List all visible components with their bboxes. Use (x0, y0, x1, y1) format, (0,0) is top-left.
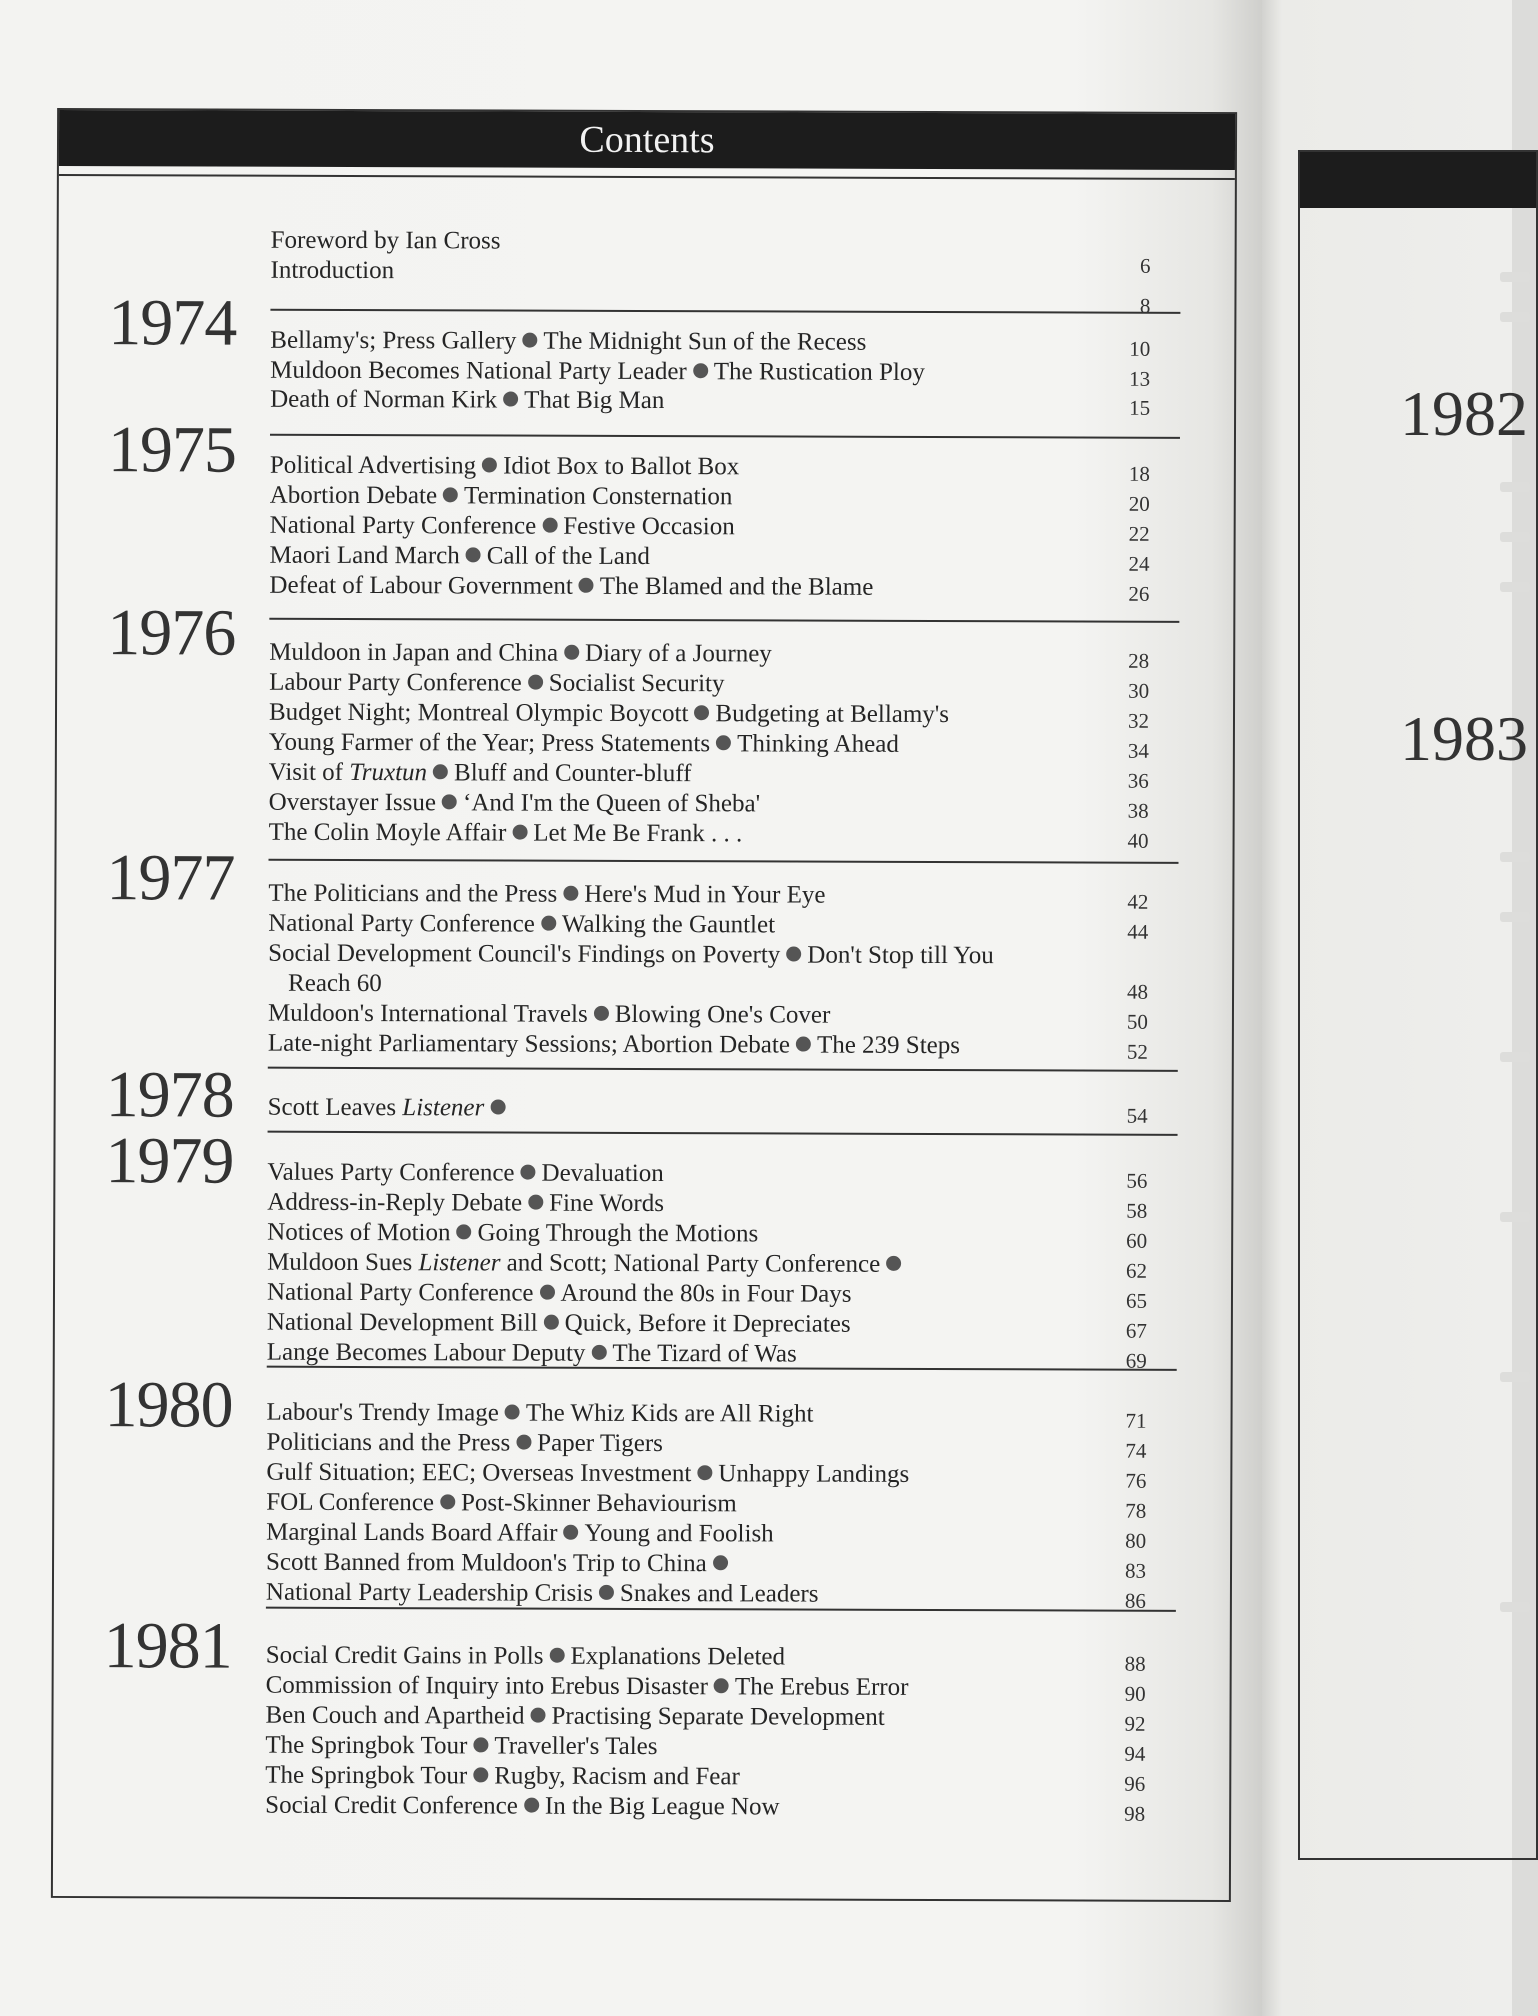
page-number: 32 (1127, 708, 1150, 733)
page-number: 96 (1124, 1771, 1146, 1796)
page-number: 28 (1128, 648, 1150, 673)
page-number: 58 (1126, 1198, 1148, 1223)
page-number: 24 (1128, 551, 1150, 576)
entry-title: Scott Banned from Muldoon's Trip to China (266, 1548, 734, 1580)
entry-subtitle: Let Me Be Frank . . . (533, 819, 743, 848)
toc-entry (267, 1188, 1147, 1221)
entry-title: National Party Conference Walking the Gauntlet (268, 909, 776, 939)
page-number: 30 (1128, 678, 1150, 703)
page-number: 71 (1125, 1408, 1147, 1433)
section-divider (268, 1067, 1178, 1072)
toc-entry (266, 1641, 1146, 1674)
section-divider (268, 1131, 1178, 1136)
entry-title: Late-night Parliamentary Sessions; Abortion Debate The 239 Steps (267, 1029, 961, 1060)
entry-title: Foreword by Ian Cross (270, 226, 501, 255)
bullet-icon (490, 1099, 505, 1114)
entry-title: Visit of Truxtun Bluff and Counter-bluff (268, 758, 692, 788)
entry-title: Notices of Motion Going Through the Motions (267, 1218, 759, 1248)
section-year: 1979 (105, 1124, 234, 1198)
entry-subtitle: Traveller's Tales (494, 1732, 658, 1761)
bullet-icon (522, 333, 537, 348)
toc-entry (267, 1158, 1147, 1191)
toc-entry (267, 1248, 1147, 1281)
entry-subtitle: The Midnight Sun of the Recess (543, 327, 867, 356)
entry-title: Social Credit Gains in Polls Explanations Deleted (265, 1641, 786, 1671)
page-number: 67 (1125, 1318, 1147, 1343)
page-number: 94 (1124, 1741, 1146, 1766)
entry-title: National Development Bill Quick, Before it Depreciates (266, 1308, 851, 1338)
entry-title: Abortion Debate Termination Consternation (269, 481, 733, 511)
page-number: 88 (1124, 1651, 1146, 1676)
page-number: 50 (1126, 1009, 1148, 1034)
page-number: 69 (1125, 1348, 1147, 1373)
entry-title: Maori Land March Call of the Land (269, 541, 650, 571)
bullet-icon (542, 518, 557, 533)
entry-subtitle: Don't Stop till You (807, 941, 994, 970)
next-page-year: 1983 (1400, 703, 1528, 774)
section-year: 1975 (107, 413, 237, 487)
bullet-icon (512, 825, 527, 840)
bullet-icon (521, 1165, 536, 1180)
toc-entry (268, 879, 1148, 912)
bullet-icon (594, 1006, 609, 1021)
entry-subtitle: Post-Skinner Behaviourism (460, 1489, 737, 1518)
bullet-icon (473, 1737, 488, 1752)
entry-title: National Party Conference Around the 80s in Four Days (266, 1278, 852, 1308)
page-number: 52 (1126, 1039, 1148, 1064)
entry-title: Lange Becomes Labour Deputy The Tizard of Was (266, 1338, 797, 1368)
page-number: 34 (1127, 738, 1149, 763)
entry-title: Muldoon's International Travels Blowing One's Cover (267, 999, 831, 1029)
entry-title: Muldoon in Japan and China Diary of a Journey (269, 638, 772, 668)
bullet-icon (591, 1345, 606, 1360)
toc-entry (268, 909, 1148, 942)
entry-subtitle: Going Through the Motions (477, 1219, 759, 1248)
table-of-contents (53, 110, 1235, 1900)
entry-subtitle: Here's Mud in Your Eye (584, 880, 826, 909)
section-divider (270, 309, 1180, 314)
entry-title: Death of Norman Kirk That Big Man (270, 385, 665, 415)
toc-entry (269, 758, 1149, 791)
toc-entry (267, 1308, 1147, 1341)
entry-title: Scott Leaves Listener (268, 1093, 512, 1124)
bullet-icon (482, 457, 497, 472)
entry-subtitle: Idiot Box to Ballot Box (503, 452, 740, 481)
entry-title: Muldoon Sues Listener and Scott; National Party Conference (267, 1248, 907, 1280)
bullet-icon (433, 764, 448, 779)
entry-title: Budget Night; Montreal Olympic Boycott Budgeting at Bellamy's (268, 698, 950, 729)
entry-title: The Springbok Tour Traveller's Tales (265, 1731, 658, 1761)
entry-subtitle: Paper Tigers (537, 1429, 663, 1458)
entry-subtitle: Around the 80s in Four Days (560, 1279, 852, 1308)
entry-subtitle: Budgeting at Bellamy's (715, 700, 950, 729)
entry-subtitle: Termination Consternation (464, 482, 733, 511)
toc-entry (268, 1093, 1148, 1126)
bullet-icon (505, 1405, 520, 1420)
entry-subtitle: In the Big League Now (544, 1792, 780, 1821)
entry-subtitle: The Rustication Ploy (713, 358, 925, 386)
entry-title: Overstayer Issue ‘And I'm the Queen of Sheba' (268, 788, 761, 818)
toc-entry (266, 1428, 1146, 1461)
page-number: 18 (1128, 461, 1150, 486)
page-number: 6 (1140, 253, 1151, 278)
entry-title: Young Farmer of the Year; Press Statements Thinking Ahead (268, 728, 899, 758)
page-number: 90 (1124, 1681, 1146, 1706)
toc-entry (267, 1218, 1147, 1251)
bullet-icon (713, 1555, 728, 1570)
page-number: 83 (1124, 1558, 1147, 1583)
entry-subtitle: Quick, Before it Depreciates (564, 1309, 851, 1338)
page-number: 78 (1125, 1498, 1147, 1523)
toc-entry (265, 1761, 1145, 1794)
toc-entry (269, 728, 1149, 761)
bullet-icon (694, 705, 709, 720)
next-page-header-band (1300, 152, 1536, 208)
toc-entry (270, 511, 1150, 544)
page-number: 10 (1129, 336, 1151, 361)
page-number: 26 (1128, 581, 1150, 606)
toc-entry (270, 256, 1151, 318)
section-year: 1974 (108, 286, 237, 360)
toc-entry (267, 1398, 1147, 1431)
toc-entry (266, 1458, 1146, 1491)
page-number: 38 (1127, 798, 1149, 823)
bullet-icon (440, 1494, 455, 1509)
entry-title: Address-in-Reply Debate Fine Words (267, 1188, 665, 1218)
entry-subtitle: The Tizard of Was (612, 1339, 797, 1368)
section-year: 1977 (106, 841, 235, 915)
entry-title: Values Party Conference Devaluation (267, 1158, 664, 1188)
bullet-icon (528, 675, 543, 690)
entry-subtitle: Festive Occasion (563, 512, 735, 541)
entry-continuation: Reach 60 (288, 969, 382, 998)
toc-entry (268, 999, 1148, 1032)
toc-entry (265, 1701, 1145, 1734)
page-number: 8 (1139, 293, 1151, 318)
entry-subtitle: Walking the Gauntlet (561, 910, 776, 939)
page-number: 22 (1128, 521, 1150, 546)
entry-title: Bellamy's; Press Gallery The Midnight Sun of the Recess (270, 326, 867, 356)
section-year: 1978 (105, 1058, 234, 1132)
entry-title: Social Development Council's Findings on Poverty Don't Stop till You (268, 939, 994, 970)
bullet-icon (457, 1224, 472, 1239)
entry-subtitle: Explanations Deleted (570, 1642, 786, 1671)
entry-subtitle: That Big Man (524, 386, 665, 415)
entry-title: Muldoon Becomes National Party Leader The Rustication Ploy (270, 356, 925, 386)
toc-entry (266, 1578, 1146, 1611)
section-year: 1981 (103, 1609, 232, 1683)
entry-subtitle: The Whiz Kids are All Right (525, 1399, 814, 1428)
toc-entry (270, 541, 1150, 574)
toc-entry (268, 939, 1148, 972)
toc-entry (265, 1791, 1145, 1824)
entry-subtitle: Devaluation (541, 1159, 664, 1188)
section-year: 1976 (107, 596, 236, 670)
section-year: 1980 (104, 1368, 233, 1442)
bullet-icon (564, 1525, 579, 1540)
toc-entry (266, 1548, 1146, 1581)
page-number: 20 (1128, 491, 1150, 516)
toc-entry (269, 818, 1149, 851)
contents-frame (51, 108, 1237, 1902)
page-number: 40 (1127, 828, 1149, 853)
entry-subtitle: Thinking Ahead (737, 730, 899, 758)
next-page (1262, 0, 1528, 2016)
next-page-year: 1982 (1400, 378, 1528, 449)
entry-title: Introduction (270, 256, 395, 285)
bullet-icon (564, 645, 579, 660)
entry-subtitle: Snakes and Leaders (619, 1579, 819, 1608)
bullet-icon (528, 1195, 543, 1210)
entry-subtitle: ‘And I'm the Queen of Sheba' (462, 789, 761, 818)
bullet-icon (563, 886, 578, 901)
toc-entry (269, 668, 1149, 701)
section-divider (269, 859, 1179, 864)
entry-subtitle: Socialist Security (548, 669, 725, 698)
entry-title: Commission of Inquiry into Erebus Disaster The Erebus Error (265, 1671, 909, 1701)
entry-title: Political Advertising Idiot Box to Ballot Box (269, 451, 740, 481)
page-number: 65 (1125, 1288, 1148, 1313)
toc-entry (266, 1671, 1146, 1704)
entry-subtitle: Rugby, Racism and Fear (494, 1762, 740, 1791)
entry-subtitle: Call of the Land (486, 542, 650, 571)
page-number: 62 (1126, 1258, 1148, 1283)
bullet-icon (599, 1585, 614, 1600)
entry-title: Marginal Lands Board Affair Young and Foolish (266, 1518, 774, 1548)
bullet-icon (503, 392, 518, 407)
toc-entry (266, 1488, 1146, 1521)
entry-title: FOL Conference Post-Skinner Behaviourism (266, 1488, 737, 1518)
toc-entry-continuation (288, 969, 1148, 1002)
page-number: 15 (1129, 395, 1151, 420)
toc-entry (269, 788, 1149, 821)
toc-entry (265, 1731, 1145, 1764)
toc-entry (270, 451, 1150, 484)
entry-title: Defeat of Labour Government The Blamed and the Blame (269, 571, 874, 601)
entry-subtitle: The Erebus Error (734, 1673, 909, 1701)
page-number: 44 (1127, 919, 1149, 944)
entry-subtitle: Unhappy Landings (718, 1460, 910, 1488)
bullet-icon (540, 1285, 555, 1300)
entry-subtitle: The Blamed and the Blame (599, 572, 874, 601)
bullet-icon (693, 363, 708, 378)
page-number: 13 (1129, 366, 1151, 391)
page-number: 74 (1125, 1438, 1147, 1463)
entry-title: Politicians and the Press Paper Tigers (266, 1428, 663, 1458)
entry-title: Labour's Trendy Image The Whiz Kids are All Right (266, 1398, 814, 1428)
toc-entry (270, 326, 1150, 359)
entry-subtitle: Young and Foolish (584, 1519, 774, 1548)
toc-entry (266, 1518, 1146, 1551)
bullet-icon (549, 1648, 564, 1663)
page-number: 48 (1127, 979, 1149, 1004)
bullet-icon (697, 1465, 712, 1480)
toc-entry (269, 571, 1149, 604)
bullet-icon (544, 1315, 559, 1330)
bullet-icon (530, 1708, 545, 1723)
section-divider (269, 618, 1179, 623)
contents-title: Contents (579, 118, 715, 162)
page-number: 98 (1124, 1801, 1146, 1826)
bullet-icon (466, 547, 481, 562)
toc-entry (270, 385, 1150, 418)
toc-entry (267, 1278, 1147, 1311)
toc-entry (269, 638, 1149, 671)
bullet-icon (516, 1435, 531, 1450)
bullet-icon (541, 916, 556, 931)
bullet-icon (443, 487, 458, 502)
entry-title: Social Credit Conference In the Big League Now (265, 1791, 780, 1821)
entry-title: Labour Party Conference Socialist Security (269, 668, 725, 698)
bullet-icon (716, 735, 731, 750)
page-number: 60 (1126, 1228, 1148, 1253)
entry-title: The Politicians and the Press Here's Mud in Your Eye (268, 879, 826, 909)
bullet-icon (796, 1037, 811, 1052)
bullet-icon (473, 1767, 488, 1782)
page-number: 80 (1125, 1528, 1147, 1553)
page-number: 36 (1127, 768, 1149, 793)
entry-title: Gulf Situation; EEC; Overseas Investment Unhappy Landings (266, 1458, 910, 1488)
entry-subtitle: Practising Separate Development (551, 1702, 885, 1731)
entry-title: Ben Couch and Apartheid Practising Separate Development (265, 1701, 885, 1731)
page-number: 92 (1124, 1711, 1146, 1736)
entry-subtitle: Fine Words (549, 1189, 665, 1218)
section-divider (270, 434, 1180, 439)
page-number: 54 (1126, 1103, 1148, 1128)
entry-title: National Party Conference Festive Occasion (269, 511, 735, 541)
page-number: 56 (1126, 1168, 1148, 1193)
entry-title: National Party Leadership Crisis Snakes and Leaders (265, 1578, 819, 1608)
entry-subtitle: The 239 Steps (816, 1031, 961, 1060)
entry-subtitle: Blowing One's Cover (614, 1000, 831, 1029)
bullet-icon (524, 1798, 539, 1813)
toc-entry (270, 481, 1150, 514)
page-number: 42 (1127, 889, 1149, 914)
entry-subtitle: Diary of a Journey (585, 639, 772, 668)
bullet-icon (579, 578, 594, 593)
entry-title: The Springbok Tour Rugby, Racism and Fear (265, 1761, 740, 1791)
toc-entry (268, 1029, 1148, 1062)
bullet-icon (442, 794, 457, 809)
page-number: 86 (1124, 1588, 1146, 1613)
entry-title: The Colin Moyle Affair Let Me Be Frank . . . (268, 818, 743, 848)
toc-entry (269, 698, 1149, 731)
entry-subtitle: Bluff and Counter-bluff (454, 759, 692, 788)
page-number: 76 (1125, 1468, 1147, 1493)
bullet-icon (886, 1256, 901, 1271)
next-page-frame (1298, 150, 1538, 1860)
bullet-icon (714, 1678, 729, 1693)
toc-entry (270, 356, 1150, 389)
bullet-icon (786, 946, 801, 961)
